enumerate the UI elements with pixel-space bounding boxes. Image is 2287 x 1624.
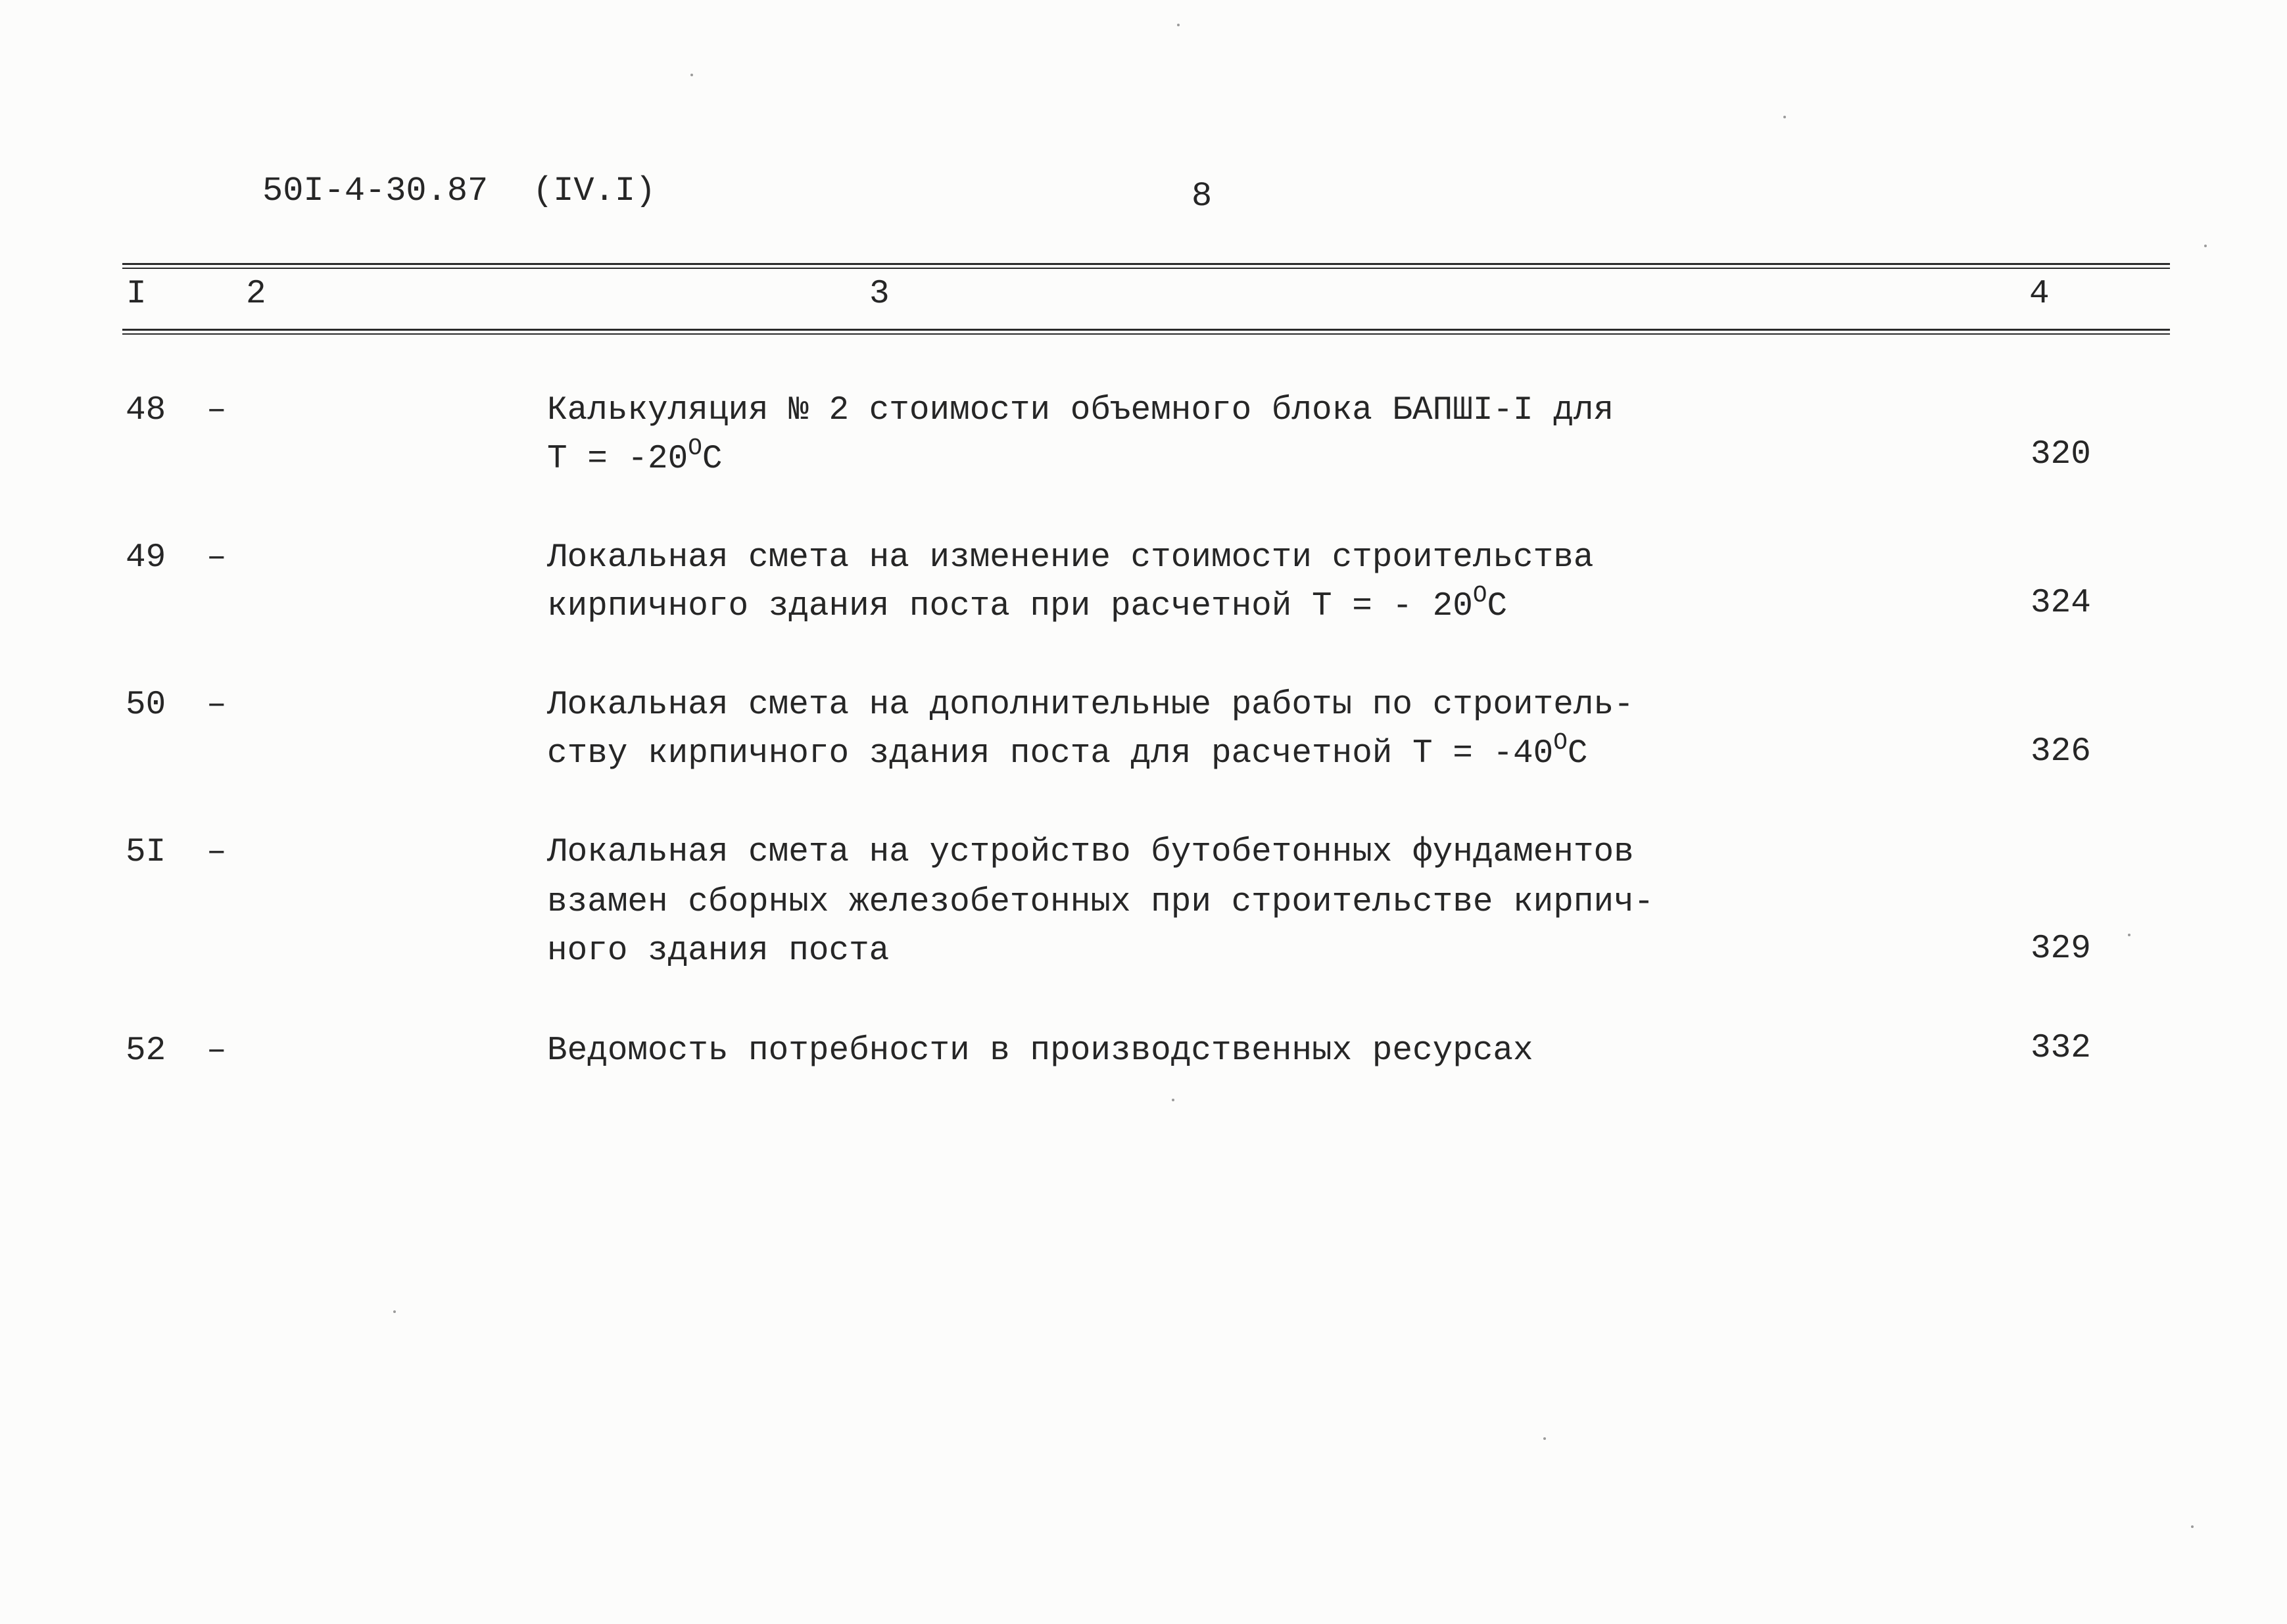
column-header-1: I bbox=[126, 275, 147, 313]
row-dash: – bbox=[206, 834, 227, 871]
row-title-line: ного здания поста bbox=[547, 932, 890, 970]
scan-speck bbox=[2191, 1525, 2194, 1528]
degree-superscript: О bbox=[688, 435, 702, 462]
scan-speck bbox=[1783, 116, 1786, 118]
column-header-3: 3 bbox=[869, 275, 890, 313]
table-header-rule bbox=[122, 329, 2170, 331]
scan-speck bbox=[690, 74, 693, 76]
volume-label: (IV.I) bbox=[533, 172, 656, 210]
row-number: 49 bbox=[126, 539, 166, 577]
row-dash: – bbox=[206, 392, 227, 429]
row-title-line: Локальная смета на изменение стоимости строительства bbox=[547, 539, 1594, 577]
row-page: 329 bbox=[2031, 930, 2091, 968]
row-page: 324 bbox=[2031, 585, 2091, 622]
row-dash: – bbox=[206, 539, 227, 577]
degree-superscript: О bbox=[1553, 729, 1568, 756]
row-number: 52 bbox=[126, 1032, 166, 1070]
table-top-rule bbox=[122, 263, 2170, 265]
row-title-line: ству кирпичного здания поста для расчетной $Т = -40^ОС$ bbox=[547, 729, 1588, 773]
scan-speck bbox=[1177, 24, 1180, 26]
row-number: 50 bbox=[126, 686, 166, 724]
row-title-line: Локальная смета на дополнительные работы по строитель- bbox=[547, 686, 1634, 724]
row-dash: – bbox=[206, 1032, 227, 1070]
scan-speck bbox=[393, 1310, 396, 1313]
row-title-line: взамен сборных железобетонных при строительстве кирпич- bbox=[547, 884, 1654, 921]
row-title-line: $Т = -20^ОС$ bbox=[547, 435, 723, 478]
row-number: 48 bbox=[126, 392, 166, 429]
row-title-line: Локальная смета на устройство бутобетонных фундаментов bbox=[547, 834, 1634, 871]
table-top-rule-inner bbox=[122, 268, 2170, 269]
row-dash: – bbox=[206, 686, 227, 724]
document-code: 50I-4-30.87 bbox=[262, 172, 489, 210]
row-title-line: Ведомость потребности в производственных ресурсах bbox=[547, 1032, 1533, 1070]
page-number: 8 bbox=[1192, 177, 1213, 216]
row-page: 326 bbox=[2031, 733, 2091, 771]
row-number: 5I bbox=[126, 834, 166, 871]
scan-speck bbox=[1543, 1437, 1546, 1440]
row-title-line: кирпичного здания поста при расчетной Т = - $20^ОС$ bbox=[547, 582, 1508, 625]
row-page: 332 bbox=[2031, 1030, 2091, 1067]
scan-speck bbox=[1172, 1099, 1174, 1101]
row-page: 320 bbox=[2031, 436, 2091, 473]
column-header-4: 4 bbox=[2029, 275, 2050, 313]
scan-speck bbox=[2128, 934, 2131, 936]
degree-superscript: О bbox=[1472, 582, 1487, 609]
table-header-rule-inner bbox=[122, 333, 2170, 335]
row-title-line: Калькуляция № 2 стоимости объемного блока БАПШI-I для bbox=[547, 392, 1614, 429]
scan-speck bbox=[2204, 245, 2207, 247]
column-header-2: 2 bbox=[246, 275, 266, 313]
